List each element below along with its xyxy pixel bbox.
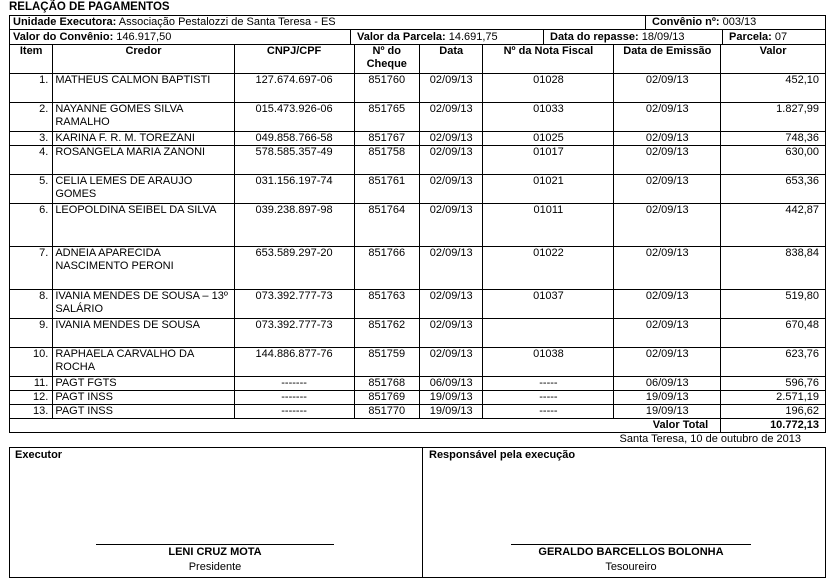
cell-cnpj: ------- (234, 391, 354, 405)
cell-cheque: 851764 (354, 204, 419, 247)
cell-item: 3. (10, 132, 53, 146)
cell-emissao: 06/09/13 (614, 377, 721, 391)
cell-cheque: 851761 (354, 175, 419, 204)
cell-data: 02/09/13 (419, 247, 482, 290)
cell-valor: 196,62 (721, 405, 826, 419)
cell-cnpj: 073.392.777-73 (234, 319, 354, 348)
col-nota: Nº da Nota Fiscal (483, 45, 614, 74)
cell-nota: ----- (483, 377, 614, 391)
cell-cnpj: 578.585.357-49 (234, 146, 354, 175)
cell-cnpj: ------- (234, 377, 354, 391)
cell-cheque: 851768 (354, 377, 419, 391)
cell-cnpj: 073.392.777-73 (234, 290, 354, 319)
cell-cnpj: ------- (234, 405, 354, 419)
cell-nota: 01022 (483, 247, 614, 290)
cell-data: 02/09/13 (419, 103, 482, 132)
cell-cnpj: 031.156.197-74 (234, 175, 354, 204)
cell-cheque: 851763 (354, 290, 419, 319)
cell-valor: 838,84 (721, 247, 826, 290)
col-item: Item (10, 45, 53, 74)
cell-nota: 01038 (483, 348, 614, 377)
cell-valor: 1.827,99 (721, 103, 826, 132)
cell-cnpj: 144.886.877-76 (234, 348, 354, 377)
cell-emissao: 02/09/13 (614, 348, 721, 377)
cell-cheque: 851766 (354, 247, 419, 290)
total-row (10, 419, 826, 433)
cell-cnpj: 049.858.766-58 (234, 132, 354, 146)
col-emissao: Data de Emissão (614, 45, 721, 74)
col-credor: Credor (53, 45, 234, 74)
cell-credor: KARINA F. R. M. TOREZANI (53, 132, 234, 146)
table-row (10, 146, 826, 175)
executor-signature-line (96, 544, 334, 545)
cell-valor: 670,48 (721, 319, 826, 348)
unidade-value: Associação Pestalozzi de Santa Teresa - ES (118, 16, 336, 28)
cell-credor: ROSANGELA MARIA ZANONI (53, 146, 234, 175)
valor-parcela-value: 14.691,75 (448, 31, 498, 43)
cell-data: 19/09/13 (419, 405, 482, 419)
cell-data: 02/09/13 (419, 74, 482, 103)
cell-credor: IVANIA MENDES DE SOUSA (53, 319, 234, 348)
cell-credor: IVANIA MENDES DE SOUSA – 13º SALÁRIO (53, 290, 234, 319)
table-row (10, 175, 826, 204)
table-row (10, 319, 826, 348)
cell-cheque: 851767 (354, 132, 419, 146)
cell-data: 02/09/13 (419, 319, 482, 348)
executor-role: Presidente (188, 561, 242, 573)
cell-cheque: 851759 (354, 348, 419, 377)
cell-data: 02/09/13 (419, 132, 482, 146)
cell-data: 02/09/13 (419, 348, 482, 377)
cell-cheque: 851758 (354, 146, 419, 175)
total-label: Valor Total (10, 419, 721, 433)
responsavel-role: Tesoureiro (605, 561, 657, 573)
cell-item: 6. (10, 204, 53, 247)
cell-emissao: 02/09/13 (614, 319, 721, 348)
cell-item: 13. (10, 405, 53, 419)
col-data: Data (419, 45, 482, 74)
cell-credor: CELIA LEMES DE ARAUJO GOMES (53, 175, 234, 204)
cell-cnpj: 039.238.897-98 (234, 204, 354, 247)
responsavel-label: Responsável pela execução (429, 449, 576, 461)
cell-item: 11. (10, 377, 53, 391)
table-row (10, 377, 826, 391)
cell-valor: 653,36 (721, 175, 826, 204)
cell-nota: 01033 (483, 103, 614, 132)
cell-item: 12. (10, 391, 53, 405)
cell-emissao: 02/09/13 (614, 103, 721, 132)
cell-cheque: 851770 (354, 405, 419, 419)
cell-valor: 452,10 (721, 74, 826, 103)
cell-emissao: 02/09/13 (614, 74, 721, 103)
cell-credor: PAGT FGTS (53, 377, 234, 391)
cell-emissao: 19/09/13 (614, 391, 721, 405)
cell-cnpj: 653.589.297-20 (234, 247, 354, 290)
cell-emissao: 02/09/13 (614, 247, 721, 290)
cell-data: 02/09/13 (419, 146, 482, 175)
table-row (10, 405, 826, 419)
cell-data: 02/09/13 (419, 175, 482, 204)
cell-valor: 519,80 (721, 290, 826, 319)
cell-item: 10. (10, 348, 53, 377)
executor-name: LENI CRUZ MOTA (168, 546, 262, 558)
place-date: Santa Teresa, 10 de outubro de 2013 (619, 433, 801, 445)
cell-valor: 442,87 (721, 204, 826, 247)
parcela-label: Parcela: (729, 31, 772, 43)
table-header-row (10, 45, 826, 74)
cell-nota: 01011 (483, 204, 614, 247)
cell-cheque: 851760 (354, 74, 419, 103)
unidade-box (9, 15, 646, 30)
cell-nota: 01021 (483, 175, 614, 204)
cell-nota (483, 319, 614, 348)
col-cheque: Nº do Cheque (354, 45, 419, 74)
data-repasse-box (543, 29, 723, 45)
page-title: RELAÇÃO DE PAGAMENTOS (9, 1, 170, 13)
cell-nota: 01017 (483, 146, 614, 175)
cell-cnpj: 127.674.697-06 (234, 74, 354, 103)
cell-nota: 01037 (483, 290, 614, 319)
convenio-value: 003/13 (722, 16, 757, 28)
payments-table (9, 44, 826, 433)
cell-cheque: 851765 (354, 103, 419, 132)
cell-data: 06/09/13 (419, 377, 482, 391)
parcela-value: 07 (774, 31, 788, 43)
cell-credor: MATHEUS CALMON BAPTISTI (53, 74, 234, 103)
table-row (10, 290, 826, 319)
executor-label: Executor (15, 449, 63, 461)
divider-signature (422, 447, 423, 578)
cell-credor: LEOPOLDINA SEIBEL DA SILVA (53, 204, 234, 247)
cell-item: 2. (10, 103, 53, 132)
valor-convenio-value: 146.917,50 (116, 31, 172, 43)
table-row (10, 204, 826, 247)
cell-emissao: 19/09/13 (614, 405, 721, 419)
cell-nota: 01028 (483, 74, 614, 103)
total-value: 10.772,13 (721, 419, 826, 433)
parcela-box (722, 29, 826, 45)
cell-valor: 630,00 (721, 146, 826, 175)
table-row (10, 132, 826, 146)
table-row (10, 348, 826, 377)
cell-nota: ----- (483, 391, 614, 405)
data-repasse-label: Data do repasse: (550, 31, 639, 43)
convenio-label: Convênio nº: (652, 16, 720, 28)
cell-credor: RAPHAELA CARVALHO DA ROCHA (53, 348, 234, 377)
valor-convenio-box (9, 29, 351, 45)
table-row (10, 391, 826, 405)
unidade-label: Unidade Executora: (13, 16, 117, 28)
cell-item: 8. (10, 290, 53, 319)
cell-nota: 01025 (483, 132, 614, 146)
table-row (10, 247, 826, 290)
cell-credor: PAGT INSS (53, 391, 234, 405)
cell-item: 9. (10, 319, 53, 348)
cell-data: 02/09/13 (419, 204, 482, 247)
cell-emissao: 02/09/13 (614, 204, 721, 247)
cell-emissao: 02/09/13 (614, 132, 721, 146)
cell-item: 1. (10, 74, 53, 103)
signature-area (9, 447, 826, 578)
cell-valor: 623,76 (721, 348, 826, 377)
valor-parcela-box (350, 29, 544, 45)
col-valor: Valor (721, 45, 826, 74)
cell-credor: ADNEIA APARECIDA NASCIMENTO PERONI (53, 247, 234, 290)
valor-parcela-label: Valor da Parcela: (357, 31, 446, 43)
table-row (10, 74, 826, 103)
cell-cnpj: 015.473.926-06 (234, 103, 354, 132)
cell-valor: 2.571,19 (721, 391, 826, 405)
cell-cheque: 851769 (354, 391, 419, 405)
cell-credor: NAYANNE GOMES SILVA RAMALHO (53, 103, 234, 132)
cell-nota: ----- (483, 405, 614, 419)
cell-valor: 748,36 (721, 132, 826, 146)
data-repasse-value: 18/09/13 (641, 31, 685, 43)
cell-item: 5. (10, 175, 53, 204)
col-cnpj: CNPJ/CPF (234, 45, 354, 74)
cell-emissao: 02/09/13 (614, 175, 721, 204)
cell-cheque: 851762 (354, 319, 419, 348)
cell-emissao: 02/09/13 (614, 146, 721, 175)
cell-emissao: 02/09/13 (614, 290, 721, 319)
table-row (10, 103, 826, 132)
cell-item: 4. (10, 146, 53, 175)
cell-item: 7. (10, 247, 53, 290)
responsavel-name: GERALDO BARCELLOS BOLONHA (538, 546, 724, 558)
convenio-box (645, 15, 826, 30)
cell-credor: PAGT INSS (53, 405, 234, 419)
cell-valor: 596,76 (721, 377, 826, 391)
valor-convenio-label: Valor do Convênio: (13, 31, 114, 43)
cell-data: 02/09/13 (419, 290, 482, 319)
responsavel-signature-line (511, 544, 751, 545)
cell-data: 19/09/13 (419, 391, 482, 405)
